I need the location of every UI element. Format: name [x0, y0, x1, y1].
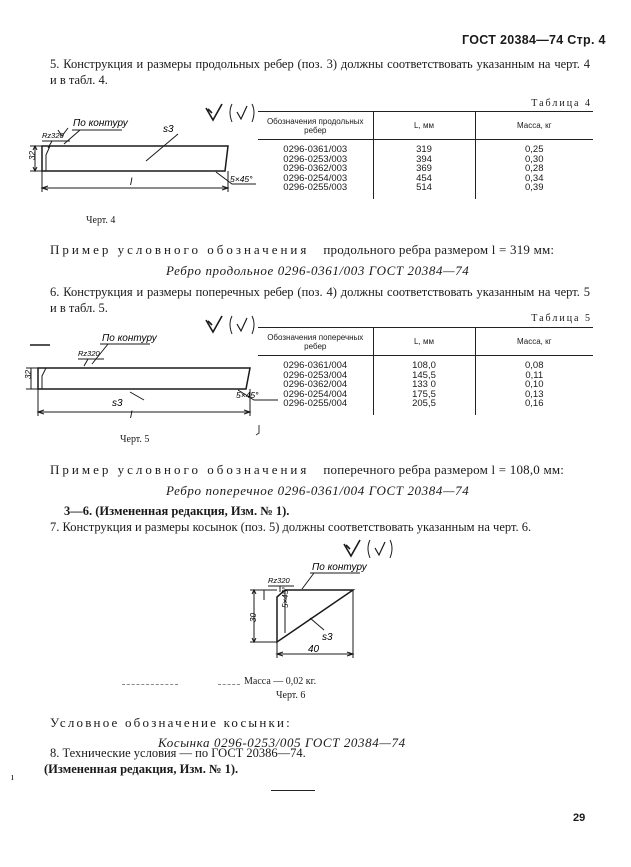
example-2-rest: поперечного ребра размером l = 108,0 мм:	[323, 462, 565, 477]
table-4-header-row	[258, 112, 593, 140]
pos-label-5: s3	[112, 398, 123, 409]
surface-label-4: По контуру	[73, 118, 128, 129]
table-4-header-length: L, мм	[373, 112, 475, 140]
rib-4-outline	[42, 146, 228, 171]
example-1	[50, 242, 554, 258]
table-5-header-designation: Обозначения поперечных ребер	[258, 328, 373, 356]
table-5-header-row	[258, 328, 593, 356]
rough-label-6: Rz320	[268, 576, 290, 585]
amendment-3-6: 3—6. (Измененная редакция, Изм. № 1).	[64, 504, 290, 518]
end-divider	[271, 790, 315, 791]
caption-fig-5: Черт. 5	[120, 434, 150, 445]
pos-leader-5	[130, 392, 144, 400]
table-5-header-length: L, мм	[373, 328, 475, 356]
page-header: ГОСТ 20384—74 Стр. 4	[462, 33, 606, 47]
pos-label-4: s3	[163, 124, 174, 135]
designation-2: Ребро поперечное 0296-0361/004 ГОСТ 20384—74	[166, 483, 470, 498]
rib-5-chamfer-left	[42, 368, 46, 389]
chamfer-label-5: 5×45°	[236, 390, 259, 400]
width-label-6: 40	[308, 644, 320, 655]
paragraph-7: 7. Конструкция и размеры косынок (поз. 5) должны соответствовать указанным на черт. 6.	[50, 520, 532, 534]
table-5-caption: Таблица 5	[531, 313, 592, 324]
rough-leader-5	[78, 359, 104, 366]
rough-label-4: Rz320	[42, 131, 64, 140]
surface-label-5: По контуру	[102, 333, 157, 344]
mass-label-6: Масса — 0,02 кг.	[244, 676, 317, 687]
caption-fig-4: Черт. 4	[86, 215, 116, 226]
table-row: 0296-0253/004 145,5 0,11	[258, 371, 593, 381]
table-row: 0296-0361/003 319 0,25	[258, 145, 593, 155]
surface-label-6: По контуру	[312, 562, 367, 573]
caption-fig-6: Черт. 6	[276, 690, 306, 701]
scan-mark: ı	[11, 772, 14, 783]
chamfer-label-6: 5×45°	[281, 586, 290, 608]
scan-speck	[254, 424, 264, 438]
table-4-header-designation: Обозначения продольных ребер	[258, 112, 373, 140]
table-row: 0296-0362/004 133 0 0,10	[258, 380, 593, 390]
dash-mark-6b	[218, 684, 240, 685]
table-row: 0296-0361/004 108,0 0,08	[258, 361, 593, 371]
table-4-header-mass: Масса, кг	[475, 112, 593, 140]
length-label-4: l	[130, 177, 133, 188]
height-label-5: 32	[24, 370, 33, 379]
rib-4-chamfer-left	[46, 146, 50, 171]
designation-1: Ребро продольное 0296-0361/003 ГОСТ 20384—74	[166, 263, 470, 278]
rib-5-outline	[38, 368, 250, 389]
example-1-lead: Пример условного обозначения	[50, 242, 310, 257]
example-2-lead: Пример условного обозначения	[50, 462, 310, 477]
dash-mark-6a	[122, 684, 178, 685]
rough-label-5: Rz320	[78, 349, 100, 358]
table-row: 0296-0255/004 205,5 0,16	[258, 399, 593, 415]
amendment-8: (Измененная редакция, Изм. № 1).	[44, 762, 239, 776]
page-number: 29	[573, 812, 586, 824]
paragraph-6: 6. Конструкция и размеры поперечных ребер (поз. 4) должны соответствовать указанным на черт. 5 и в табл. 5.	[50, 285, 590, 315]
length-ext-4	[42, 171, 228, 192]
table-5	[258, 327, 593, 415]
roughness-symbol-6	[340, 538, 410, 562]
table-5-header-mass: Масса, кг	[475, 328, 593, 356]
table-row: 0296-0254/004 175,5 0,13	[258, 390, 593, 400]
height-label-4: 32	[28, 151, 37, 160]
paragraph-5: 5. Конструкция и размеры продольных ребер (поз. 3) должны соответствовать указанным на черт. 4 и в табл. 4.	[50, 57, 590, 87]
pos-label-6: s3	[322, 632, 333, 643]
paragraph-8: 8. Технические условия — по ГОСТ 20386—74.	[50, 746, 306, 760]
length-label-5: l	[130, 410, 133, 421]
table-4-caption: Таблица 4	[531, 98, 592, 109]
table-row: 0296-0254/003 454 0,34	[258, 174, 593, 184]
drawing-6	[240, 560, 370, 670]
chamfer-dim-6	[262, 590, 266, 600]
surface-underline-6	[302, 573, 360, 589]
pos-leader-6	[310, 618, 324, 630]
table-row: 0296-0362/003 369 0,28	[258, 164, 593, 174]
pos-leader-4	[146, 134, 178, 161]
chamfer-label-4: 5×45°	[230, 174, 253, 184]
surface-underline-5	[92, 344, 150, 364]
table-row: 0296-0255/003 514 0,39	[258, 183, 593, 199]
gusset-title: Условное обозначение косынки:	[50, 715, 292, 730]
example-1-rest: продольного ребра размером l = 319 мм:	[323, 242, 555, 257]
example-2	[50, 462, 564, 478]
table-4	[258, 111, 593, 199]
height-label-6: 30	[249, 613, 258, 622]
gusset-designation: Косынка 0296-0253/005 ГОСТ 20384—74	[158, 735, 406, 750]
surface-underline-4	[64, 130, 122, 144]
table-row: 0296-0253/003 394 0,30	[258, 155, 593, 165]
